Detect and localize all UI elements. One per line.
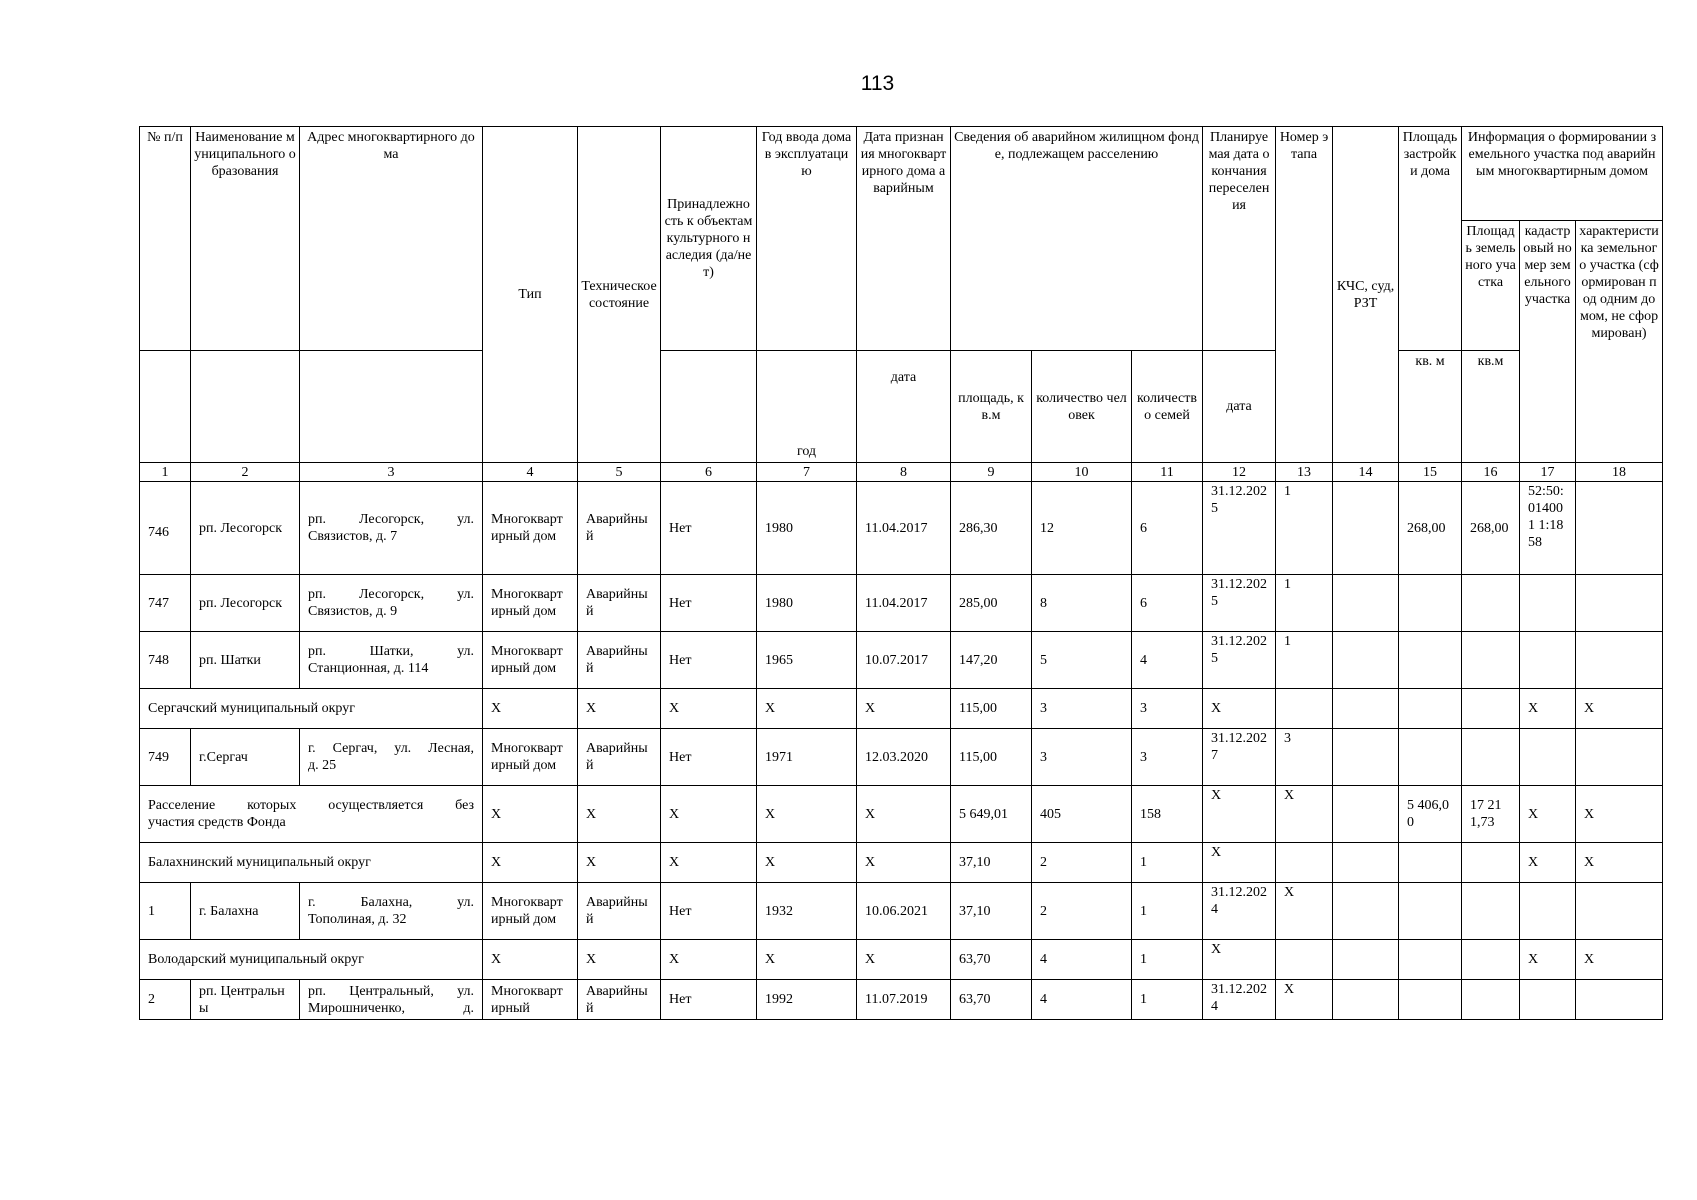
cadastre-cell: X [1520,689,1576,729]
municipality-cell: рп. Лесогорск [191,575,300,632]
build-area-cell: 5 406,00 [1399,786,1462,843]
heritage-cell: Нет [661,980,757,1020]
build-area-cell [1399,883,1462,940]
table-row-summary [140,843,1663,883]
municipality-cell: г. Балахна [191,883,300,940]
area-cell: 286,30 [951,482,1032,575]
state-cell: Аварийный [578,575,661,632]
emergency-housing-table [139,126,1663,1020]
land-area-cell [1462,883,1520,940]
people-cell: 4 [1032,940,1132,980]
stage-cell: 1 [1276,482,1333,575]
cadastre-cell [1520,883,1576,940]
land-char-cell [1576,632,1663,689]
stage-cell: X [1276,883,1333,940]
address-cell [300,980,483,1020]
col-number: 14 [1333,463,1399,482]
col-number: 15 [1399,463,1462,482]
header-empty [300,351,483,463]
date-cell: X [857,940,951,980]
area-cell: 63,70 [951,940,1032,980]
cadastre-cell: X [1520,843,1576,883]
col-number: 5 [578,463,661,482]
municipality-cell: рп. Центральны [191,980,300,1020]
cadastre-cell [1520,632,1576,689]
summary-label-line: участия средств Фонда [148,815,286,830]
year-cell: X [757,940,857,980]
plan-date-cell: X [1203,843,1276,883]
heritage-cell: X [661,940,757,980]
people-cell: 4 [1032,980,1132,1020]
date-cell: X [857,786,951,843]
kchs-cell [1333,482,1399,575]
land-area-cell [1462,575,1520,632]
header-plan-sub: дата [1203,351,1276,463]
families-cell: 1 [1132,843,1203,883]
date-cell: 11.04.2017 [857,575,951,632]
heritage-cell: Нет [661,482,757,575]
table-row-summary [140,940,1663,980]
col-number: 2 [191,463,300,482]
address-line: Мирошниченко, д. [308,1000,474,1016]
land-char-cell [1576,980,1663,1020]
header-year-sub: год [757,351,857,463]
build-area-cell [1399,632,1462,689]
year-cell: 1980 [757,482,857,575]
table-row [140,632,1663,689]
cadastre-cell: X [1520,940,1576,980]
row-number: 1 [140,883,191,940]
type-cell: Многоквартирный дом [483,482,578,575]
summary-label: Володарский муниципальный округ [140,940,483,980]
address-line: рп. Центральный, ул. [308,983,474,999]
build-area-cell: 268,00 [1399,482,1462,575]
year-cell: 1932 [757,883,857,940]
header-land-info: Информация о формировании земельного участка под аварийным многоквартирным домом [1462,127,1663,221]
state-cell: X [578,786,661,843]
header-tech-state: Техническое состояние [578,127,661,463]
col-number: 7 [757,463,857,482]
col-number: 16 [1462,463,1520,482]
table-row [140,729,1663,786]
state-cell: Аварийный [578,729,661,786]
header-empty [140,351,191,463]
land-area-cell [1462,940,1520,980]
address-line: Связистов, д. 9 [308,604,398,619]
families-cell: 6 [1132,575,1203,632]
table-row-summary [140,786,1663,843]
row-number: 746 [140,482,191,575]
col-number: 9 [951,463,1032,482]
col-number: 17 [1520,463,1576,482]
address-cell [300,632,483,689]
kchs-cell [1333,883,1399,940]
build-area-cell [1399,729,1462,786]
type-cell: X [483,786,578,843]
area-cell: 285,00 [951,575,1032,632]
header-families-sub: количество семей [1132,351,1203,463]
build-area-cell [1399,689,1462,729]
plan-date-cell: 31.12.2027 [1203,729,1276,786]
families-cell: 1 [1132,883,1203,940]
area-cell: 115,00 [951,689,1032,729]
people-cell: 3 [1032,729,1132,786]
kchs-cell [1333,843,1399,883]
cadastre-cell [1520,729,1576,786]
header-municipality: Наименование муниципального образования [191,127,300,351]
header-stage: Номер этапа [1276,127,1333,463]
address-line: г. Сергач, ул. Лесная, [308,741,474,756]
heritage-cell: Нет [661,883,757,940]
stage-cell: X [1276,786,1333,843]
families-cell: 1 [1132,940,1203,980]
land-area-cell: 268,00 [1462,482,1520,575]
header-cadastre: кадастровый номер земельного участка [1520,221,1576,463]
summary-label: Балахнинский муниципальный округ [140,843,483,883]
families-cell: 6 [1132,482,1203,575]
date-cell: X [857,689,951,729]
land-area-cell [1462,689,1520,729]
type-cell: X [483,940,578,980]
address-line: Станционная, д. 114 [308,661,429,676]
plan-date-cell: 31.12.2024 [1203,980,1276,1020]
type-cell: X [483,843,578,883]
people-cell: 2 [1032,843,1132,883]
people-cell: 405 [1032,786,1132,843]
land-area-cell: 17 211,73 [1462,786,1520,843]
land-area-cell [1462,729,1520,786]
header-heritage: Принадлежность к объектам культурного наследия (да/нет) [661,127,757,351]
col-number: 13 [1276,463,1333,482]
header-area-sub: площадь, кв.м [951,351,1032,463]
build-area-cell [1399,980,1462,1020]
land-char-cell [1576,883,1663,940]
col-number: 3 [300,463,483,482]
kchs-cell [1333,729,1399,786]
kchs-cell [1333,632,1399,689]
heritage-cell: Нет [661,729,757,786]
heritage-cell: X [661,786,757,843]
col-number: 4 [483,463,578,482]
address-cell [300,482,483,575]
area-cell: 37,10 [951,843,1032,883]
people-cell: 3 [1032,689,1132,729]
table-row [140,883,1663,940]
land-char-cell: X [1576,940,1663,980]
type-cell: Многоквартирный дом [483,729,578,786]
people-cell: 2 [1032,883,1132,940]
date-cell: 11.07.2019 [857,980,951,1020]
year-cell: 1971 [757,729,857,786]
address-line: Тополиная, д. 32 [308,912,407,927]
people-cell: 5 [1032,632,1132,689]
families-cell: 158 [1132,786,1203,843]
municipality-cell: рп. Лесогорск [191,482,300,575]
year-cell: 1980 [757,575,857,632]
column-numbers-row [140,463,1663,482]
header-planned-date: Планируемая дата окончания переселения [1203,127,1276,351]
plan-date-cell: 31.12.2024 [1203,883,1276,940]
table-header [140,127,1663,482]
land-char-cell [1576,729,1663,786]
cadastre-cell: X [1520,786,1576,843]
header-people-sub: количество человек [1032,351,1132,463]
state-cell: Аварийный [578,883,661,940]
plan-date-cell: 31.12.2025 [1203,632,1276,689]
stage-cell: 3 [1276,729,1333,786]
municipality-cell: г.Сергач [191,729,300,786]
state-cell: X [578,843,661,883]
build-area-cell [1399,940,1462,980]
state-cell: Аварийный [578,980,661,1020]
year-cell: X [757,786,857,843]
header-land-area: Площадь земельного участка [1462,221,1520,351]
area-cell: 115,00 [951,729,1032,786]
summary-label [140,786,483,843]
row-number: 747 [140,575,191,632]
header-land-area-sub: кв.м [1462,351,1520,463]
col-number: 18 [1576,463,1663,482]
header-type: Тип [483,127,578,463]
plan-date-cell: X [1203,940,1276,980]
col-number: 8 [857,463,951,482]
address-line: рп. Шатки, ул. [308,644,474,659]
date-cell: X [857,843,951,883]
type-cell: Многоквартирный дом [483,632,578,689]
table-row-summary [140,689,1663,729]
page-number: 113 [860,72,895,95]
land-area-cell [1462,632,1520,689]
stage-cell: 1 [1276,575,1333,632]
plan-date-cell: 31.12.2025 [1203,575,1276,632]
header-date-sub: дата [857,351,951,463]
cadastre-cell: 52:50:014001 1:1858 [1520,482,1576,575]
kchs-cell [1333,786,1399,843]
cadastre-cell [1520,575,1576,632]
land-char-cell [1576,482,1663,575]
header-land-char: характеристика земельного участка (сформирован под одним домом, не сформирован) [1576,221,1663,463]
address-line: рп. Лесогорск, ул. [308,512,474,527]
stage-cell: 1 [1276,632,1333,689]
type-cell: Многоквартирный дом [483,575,578,632]
land-area-cell [1462,843,1520,883]
header-address: Адрес многоквартирного дома [300,127,483,351]
type-cell: Многоквартирный дом [483,883,578,940]
table-row [140,980,1663,1020]
col-number: 12 [1203,463,1276,482]
col-number: 11 [1132,463,1203,482]
land-char-cell: X [1576,843,1663,883]
build-area-cell [1399,843,1462,883]
kchs-cell [1333,980,1399,1020]
area-cell: 63,70 [951,980,1032,1020]
kchs-cell [1333,940,1399,980]
area-cell: 5 649,01 [951,786,1032,843]
area-cell: 147,20 [951,632,1032,689]
build-area-cell [1399,575,1462,632]
address-cell [300,729,483,786]
header-empty [191,351,300,463]
municipality-cell: рп. Шатки [191,632,300,689]
header-emergency-fund: Сведения об аварийном жилищном фонде, подлежащем расселению [951,127,1203,351]
year-cell: X [757,843,857,883]
header-build-area-sub: кв. м [1399,351,1462,463]
row-number: 749 [140,729,191,786]
address-line: г. Балахна, ул. [308,895,474,910]
col-number: 6 [661,463,757,482]
families-cell: 4 [1132,632,1203,689]
header-kchs: КЧС, суд, РЗТ [1333,127,1399,463]
stage-cell [1276,940,1333,980]
address-line: рп. Лесогорск, ул. [308,587,474,602]
area-cell: 37,10 [951,883,1032,940]
table-body [140,482,1663,1020]
heritage-cell: X [661,689,757,729]
year-cell: 1965 [757,632,857,689]
people-cell: 12 [1032,482,1132,575]
address-cell [300,575,483,632]
col-number: 1 [140,463,191,482]
land-char-cell [1576,575,1663,632]
people-cell: 8 [1032,575,1132,632]
heritage-cell: Нет [661,632,757,689]
families-cell: 3 [1132,689,1203,729]
state-cell: Аварийный [578,482,661,575]
stage-cell: X [1276,980,1333,1020]
summary-label-line: Расселение которых осуществляется без [148,798,474,813]
plan-date-cell: 31.12.2025 [1203,482,1276,575]
col-number: 10 [1032,463,1132,482]
heritage-cell: X [661,843,757,883]
families-cell: 3 [1132,729,1203,786]
date-cell: 11.04.2017 [857,482,951,575]
date-cell: 10.06.2021 [857,883,951,940]
kchs-cell [1333,689,1399,729]
land-area-cell [1462,980,1520,1020]
state-cell: X [578,940,661,980]
state-cell: X [578,689,661,729]
heritage-cell: Нет [661,575,757,632]
header-num: № п/п [140,127,191,351]
address-line: Связистов, д. 7 [308,529,398,544]
header-empty [661,351,757,463]
year-cell: 1992 [757,980,857,1020]
year-cell: X [757,689,857,729]
table-row [140,575,1663,632]
summary-label: Сергачский муниципальный округ [140,689,483,729]
date-cell: 12.03.2020 [857,729,951,786]
state-cell: Аварийный [578,632,661,689]
address-line: д. 25 [308,758,337,773]
land-char-cell: X [1576,786,1663,843]
row-number: 2 [140,980,191,1020]
date-cell: 10.07.2017 [857,632,951,689]
address-cell [300,883,483,940]
stage-cell [1276,689,1333,729]
type-cell: X [483,689,578,729]
row-number: 748 [140,632,191,689]
plan-date-cell: X [1203,689,1276,729]
stage-cell [1276,843,1333,883]
type-cell: Многоквартирный [483,980,578,1020]
table-row [140,482,1663,575]
plan-date-cell: X [1203,786,1276,843]
header-year-built: Год ввода дома в эксплуатацию [757,127,857,351]
land-char-cell: X [1576,689,1663,729]
families-cell: 1 [1132,980,1203,1020]
header-build-area: Площадь застройки дома [1399,127,1462,351]
kchs-cell [1333,575,1399,632]
cadastre-cell [1520,980,1576,1020]
header-recognition-date: Дата признания многоквартирного дома аварийным [857,127,951,351]
